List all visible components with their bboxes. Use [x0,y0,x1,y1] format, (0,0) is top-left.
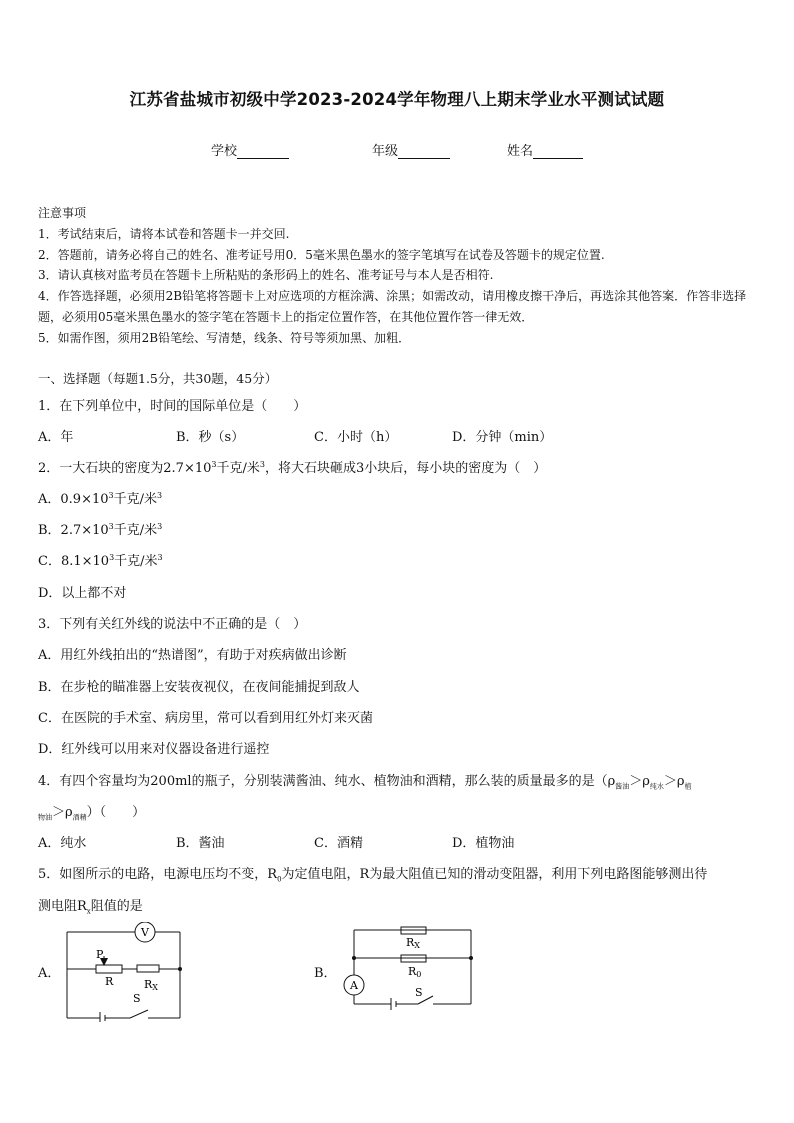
grade-field[interactable] [372,140,450,159]
resistor-0-label: R0 [408,965,422,979]
option-b: B．酱油 [176,836,225,851]
option-a: A．用红外线拍出的“热谱图”，有助于对疾病做出诊断 [38,648,347,663]
option-a: A．纯水 [38,836,87,851]
notice-item: 4．作答选择题，必须用2B铅笔将答题卡上对应选项的方框涂满、涂黑；如需改动，请用橡皮擦干净后，再选涂其他答案．作答非选择题，必须用05毫米黑色墨水的签字笔在答题卡上的指定位置作答，在其他位置作答一律无效． [38,289,747,324]
option-d: D．分钟（min） [452,430,553,445]
option-c: C．酒精 [314,836,363,851]
notice-item: 5．如需作图，须用2B铅笔绘、写清楚，线条、符号等须加黑、加粗． [38,330,411,345]
page-title: 江苏省盐城市初级中学2023-2024学年物理八上期末学业水平测试试题 [129,90,665,109]
option-a-label: A． [38,966,61,981]
option-c: C．在医院的手术室、病房里，常可以看到用红外灯来灭菌 [38,711,373,726]
voltmeter-label: V [141,926,149,939]
name-field[interactable] [507,140,583,159]
question-stem: 5．如图所示的电路，电源电压均不变，$R_0$为定值电阻，R为最大阻值已知的滑动变阻器，利用下列电路图能够测出待 [38,867,708,884]
question-stem: 4．有四个容量均为200ml的瓶子，分别装满酱油、纯水、植物油和酒精，那么装的质量最多的是（$\rho_{酱油}>\rho_{纯水}>\rho_植$ [38,774,692,791]
option-a: A．$0.9\times 10^3$千克/米$^3$ [38,491,163,507]
slider-label: P [96,948,104,961]
option-d: D．植物油 [452,836,515,851]
option-b-label: B． [314,966,337,981]
option-b: B．在步枪的瞄准器上安装夜视仪，在夜间能捕捉到敌人 [38,680,360,695]
section-heading: 一、选择题（每题1.5分，共30题，45分） [38,371,278,386]
grade-label: 年级 [372,144,399,159]
option-d: D．红外线可以用来对仪器设备进行遥控 [38,742,270,757]
switch-label: S [415,986,423,999]
option-c: C．小时（h） [314,430,398,445]
circuit-diagram-a [60,922,190,1022]
ammeter-label: A [350,979,358,992]
circuit-diagram-b [336,922,481,1022]
notice-item: 1．考试结束后，请将本试卷和答题卡一并交回. [38,226,290,241]
resistor-x-label: RX [406,936,420,950]
name-label: 姓名 [507,144,534,159]
notice-heading: 注意事项 [38,206,87,220]
switch-label: S [133,992,141,1005]
notice-item: 2．答题前，请务必将自己的姓名、准考证号用0．5毫米黑色墨水的签字笔填写在试卷及答题卡的规定位置. [38,247,605,262]
resistor-x-label: RX [144,978,158,992]
school-label: 学校 [211,144,238,159]
question-stem: 2．一大石块的密度为$2.7\times 10^3$千克/米$^3$，将大石块砸成3小块后，每小块的密度为（ ） [38,460,547,476]
rheostat-label: R [105,975,114,988]
option-b: B．秒（s） [176,430,245,445]
student-info-fields [0,140,794,160]
option-a: A．年 [38,430,74,445]
question-stem: 1．在下列单位中，时间的国际单位是（ ） [38,399,307,414]
question-stem-cont: 测电阻$R_x$阻值的是 [38,899,143,916]
school-field[interactable] [211,140,289,159]
question-stem-cont: $_{物油}>\rho_{酒精}$）（ ） [38,805,146,822]
question-stem: 3．下列有关红外线的说法中不正确的是（ ） [38,617,307,632]
option-c: C．$8.1\times 10^3$千克/米$^3$ [38,553,163,569]
option-b: B．$2.7\times 10^3$千克/米$^3$ [38,522,163,538]
notice-item: 3．请认真核对监考员在答题卡上所粘贴的条形码上的姓名、准考证号与本人是否相符. [38,268,494,283]
notice-section [38,203,762,349]
option-d: D．以上都不对 [38,586,127,601]
